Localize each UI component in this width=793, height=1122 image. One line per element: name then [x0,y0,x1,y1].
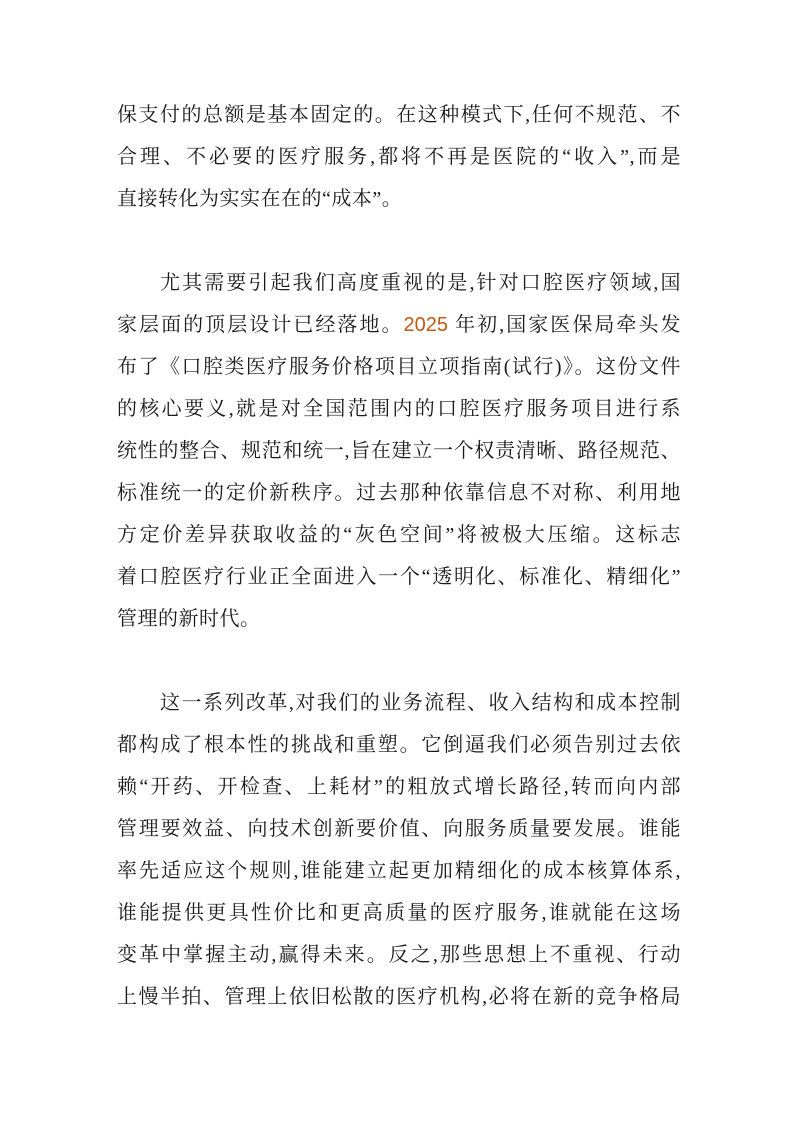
paragraph [117,94,681,220]
text-line: 赖“开药、开检查、上耗材”的粗放式增长路径,转而向内部 [117,776,681,798]
text-line: 尤其需要引起我们高度重视的是,针对口腔医疗领域,国 [160,272,681,294]
text-line: 这一系列改革,对我们的业务流程、收入结构和成本控制 [160,692,681,714]
text-line: 变革中掌握主动,赢得未来。反之,那些思想上不重视、行动 [117,944,681,966]
text-line: 管理要效益、向技术创新要价值、向服务质量要发展。谁能 [117,818,681,840]
paragraph [117,682,681,1018]
year-highlight: 2025 [403,314,449,336]
text-line: 的核心要义,就是对全国范围内的口腔医疗服务项目进行系 [117,398,681,420]
text-line: 着口腔医疗行业正全面进入一个“透明化、标准化、精细化” [117,566,681,588]
text-line: 保支付的总额是基本固定的。在这种模式下,任何不规范、不 [117,104,681,126]
text-line: 都构成了根本性的挑战和重塑。它倒逼我们必须告别过去依 [117,734,681,756]
text-line: 方定价差异获取收益的“灰色空间”将被极大压缩。这标志 [117,524,681,546]
text-line: 布了《口腔类医疗服务价格项目立项指南(试行)》。这份文件 [117,356,681,378]
text-line: 家层面的顶层设计已经落地。2025 年初,国家医保局牵头发 [117,314,681,336]
text-line: 率先适应这个规则,谁能建立起更加精细化的成本核算体系, [117,860,681,882]
text-line: 上慢半拍、管理上依旧松散的医疗机构,必将在新的竞争格局 [117,986,681,1008]
text-line: 直接转化为实实在在的“成本”。 [117,188,403,210]
text-line: 合理、不必要的医疗服务,都将不再是医院的“收入”,而是 [117,146,681,168]
text-line: 谁能提供更具性价比和更高质量的医疗服务,谁就能在这场 [117,902,681,924]
paragraph [117,262,681,640]
text-line: 标准统一的定价新秩序。过去那种依靠信息不对称、利用地 [117,482,681,504]
text-line: 统性的整合、规范和统一,旨在建立一个权责清晰、路径规范、 [117,440,681,462]
text-line: 管理的新时代。 [117,608,261,630]
document-body [117,94,681,1018]
